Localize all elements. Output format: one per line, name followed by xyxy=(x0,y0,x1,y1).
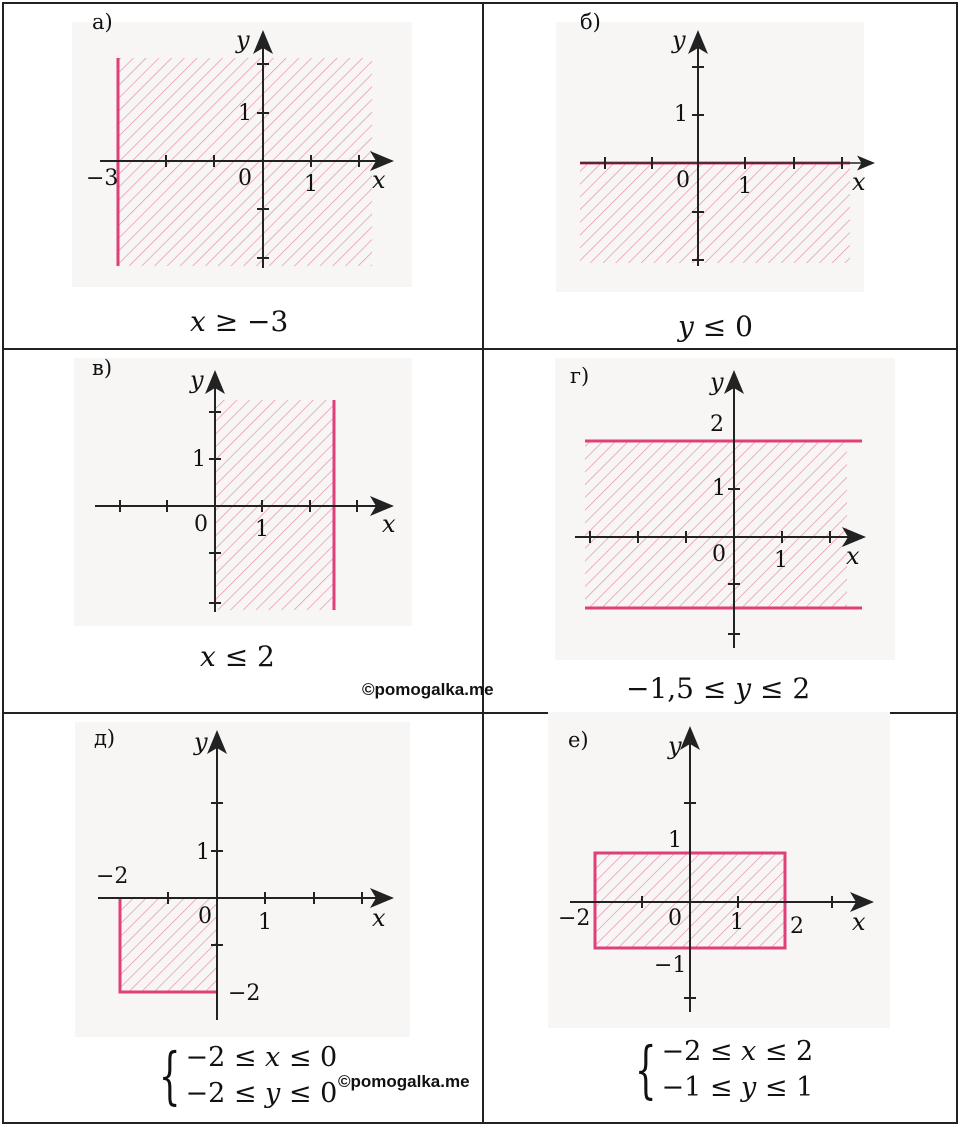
graph-g-y-label: y xyxy=(710,368,724,396)
graph-d-x-unit: 1 xyxy=(258,910,272,935)
graph-v-x-label: x xyxy=(382,510,396,538)
graph-b-x-label: x xyxy=(852,168,866,196)
graph-d-label-y-minus2: −2 xyxy=(228,981,261,1006)
caption-e-line-1: −2 ≤ 𝑥 ≤ 2 xyxy=(661,1036,814,1067)
graph-a xyxy=(72,22,412,287)
graph-g-y-unit: 1 xyxy=(712,476,726,501)
graph-v-x-unit: 1 xyxy=(255,517,269,542)
graph-e-label-y-minus1: −1 xyxy=(654,953,687,978)
graph-v-y-unit: 1 xyxy=(192,447,206,472)
graph-a-y-label: y xyxy=(236,26,250,54)
graph-v xyxy=(74,358,412,626)
graph-b xyxy=(556,22,872,292)
watermark-1: ©pomogalka.me xyxy=(362,680,494,699)
caption-e xyxy=(626,1034,813,1106)
graph-a-y-unit: 1 xyxy=(238,101,252,126)
watermark-2: ©pomogalka.me xyxy=(338,1072,470,1091)
graph-e-y-unit: 1 xyxy=(668,828,682,853)
graph-e-x-unit: 1 xyxy=(730,910,744,935)
graph-g-x-label: x xyxy=(846,542,860,570)
graph-b-x-unit: 1 xyxy=(738,174,752,199)
graph-v-y-label: y xyxy=(190,366,204,394)
graph-e-origin: 0 xyxy=(668,906,682,931)
graph-d-y-label: y xyxy=(194,728,208,756)
caption-b: 𝑦 ≤ 0 xyxy=(678,310,753,343)
caption-a: 𝑥 ≥ −3 xyxy=(190,305,289,338)
caption-d-brace-icon: { xyxy=(158,1039,181,1112)
graph-b-letter: б) xyxy=(580,10,601,34)
graph-a-letter: а) xyxy=(92,10,113,34)
graph-g xyxy=(555,358,895,660)
graph-d-label-x-minus2: −2 xyxy=(96,864,129,889)
graph-a-label-minus3: −3 xyxy=(86,166,119,191)
caption-e-brace-icon: { xyxy=(634,1033,657,1106)
caption-v: 𝑥 ≤ 2 xyxy=(200,640,275,673)
graph-e-label-x-2: 2 xyxy=(790,914,804,939)
graph-e xyxy=(548,712,890,1028)
graph-d-origin: 0 xyxy=(198,904,212,929)
graph-e-label-x-minus2: −2 xyxy=(558,906,591,931)
graph-d-x-label: x xyxy=(372,904,386,932)
graph-a-x-unit: 1 xyxy=(304,172,318,197)
graph-g-region xyxy=(585,441,847,608)
caption-d-line-2: −2 ≤ 𝑦 ≤ 0 xyxy=(185,1078,338,1109)
graph-g-x-unit: 1 xyxy=(774,548,788,573)
graph-b-y-unit: 1 xyxy=(674,102,688,127)
graph-v-origin: 0 xyxy=(194,512,208,537)
graph-d-letter: д) xyxy=(94,726,116,750)
graph-g-origin: 0 xyxy=(712,542,726,567)
graph-e-x-label: x xyxy=(852,908,866,936)
graph-e-y-label: y xyxy=(668,732,682,760)
caption-d xyxy=(150,1040,337,1112)
graph-a-x-label: x xyxy=(372,166,386,194)
graph-b-region xyxy=(580,163,850,263)
graph-g-letter: г) xyxy=(570,364,590,388)
graph-e-letter: е) xyxy=(568,728,589,752)
graph-b-origin: 0 xyxy=(676,168,690,193)
graph-a-origin: 0 xyxy=(238,166,252,191)
graph-b-y-label: y xyxy=(672,26,686,54)
graph-v-letter: в) xyxy=(92,356,113,380)
graph-g-label-2: 2 xyxy=(710,412,724,437)
caption-d-line-1: −2 ≤ 𝑥 ≤ 0 xyxy=(185,1042,338,1073)
graph-d-y-unit: 1 xyxy=(196,840,210,865)
caption-g: −1,5 ≤ 𝑦 ≤ 2 xyxy=(626,672,811,705)
caption-e-line-2: −1 ≤ 𝑦 ≤ 1 xyxy=(661,1072,814,1103)
